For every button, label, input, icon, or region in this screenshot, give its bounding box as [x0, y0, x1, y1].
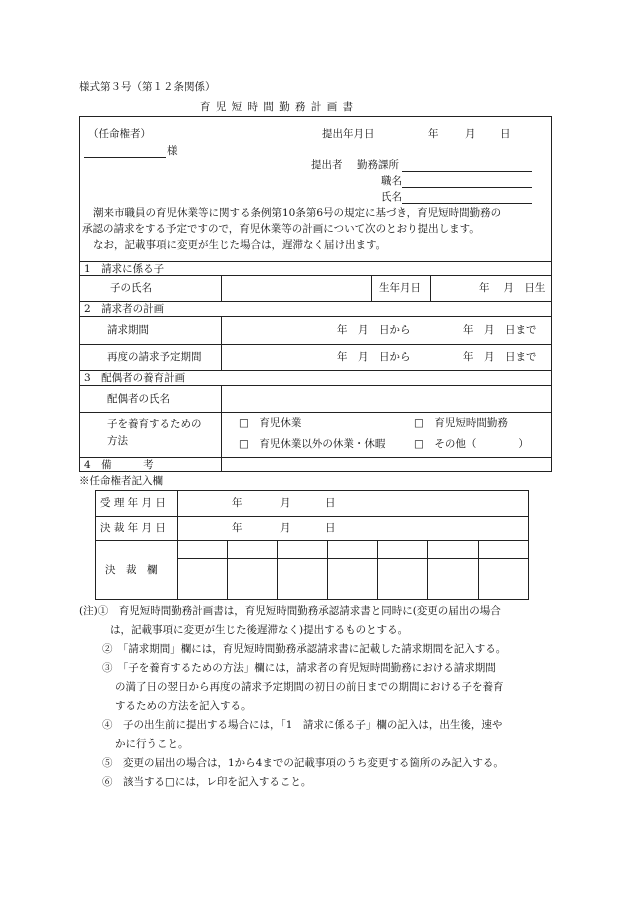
birthdate-label: 生年月日 — [379, 282, 421, 294]
receipt-year: 年 — [232, 497, 243, 509]
child-name-label: 子の氏名 — [110, 282, 152, 294]
form-number: 様式第３号（第１２条関係） — [79, 81, 216, 93]
note-5: ⑤ 変更の届出の場合は，1から4までの記載事項のうち変更する箇所のみ記入する。 — [102, 757, 504, 769]
divider — [177, 558, 529, 559]
note-4: ④ 子の出生前に提出する場合には，「1 請求に係る子」欄の記入は，出生後，速や — [102, 719, 503, 731]
note-1-cont: は，記載事項に変更が生じた後遅滞なく)提出するものとする。 — [110, 624, 409, 636]
col-divider — [427, 540, 428, 600]
divider — [79, 261, 552, 262]
appointer-section-heading: ※任命権者記入欄 — [79, 475, 163, 487]
section2-heading: 2 請求者の計画 — [84, 303, 165, 315]
note-1: (注)① 育児短時間勤務計画書は，育児短時間勤務承認請求書と同時に(変更の届出の場合 — [79, 605, 501, 617]
col-divider — [371, 275, 372, 301]
body-text-2: 承認の請求をする予定ですので，育児休業等の計画について次のとおり提出します。 — [82, 223, 480, 235]
period-until: 年 月 日まで — [463, 324, 537, 336]
option-short-time-work[interactable]: □ 育児短時間勤務 — [414, 417, 508, 429]
body-text-3: なお，記載事項に変更が生じた場合は，遅滞なく届け出ます。 — [93, 239, 387, 251]
decision-day: 日 — [325, 522, 336, 534]
col-divider — [221, 316, 222, 370]
col-divider — [478, 540, 479, 600]
divider — [79, 370, 552, 371]
appointer-label: （任命権者） — [88, 128, 151, 140]
birthdate-value: 年 月 日生 — [479, 282, 546, 294]
body-text-1: 潮来市職員の育児休業等に関する条例第10条第6号の規定に基づき，育児短時間勤務の — [93, 207, 502, 219]
divider — [79, 457, 552, 458]
note-3-cont-2: するための方法を記入する。 — [115, 700, 252, 712]
decision-month: 月 — [280, 522, 291, 534]
reperiod-from: 年 月 日から — [337, 351, 411, 363]
submission-month: 月 — [465, 128, 476, 140]
divider — [95, 516, 529, 517]
divider — [79, 385, 552, 386]
submission-year: 年 — [428, 128, 439, 140]
spouse-name-label: 配偶者の氏名 — [107, 393, 170, 405]
col-divider — [227, 540, 228, 600]
period-from: 年 月 日から — [337, 324, 411, 336]
department-label: 勤務課所 — [357, 159, 399, 171]
submission-date-label: 提出年月日 — [322, 128, 375, 140]
receipt-day: 日 — [325, 497, 336, 509]
job-title-label: 職名 — [381, 175, 402, 187]
divider — [95, 540, 529, 541]
col-divider — [277, 540, 278, 600]
divider — [79, 301, 552, 302]
decision-date-label: 決 裁 年 月 日 — [100, 522, 166, 534]
note-2: ② 「請求期間」欄には，育児短時間勤務承認請求書に記載した請求期間を記入する。 — [102, 643, 507, 655]
col-divider — [221, 275, 222, 301]
appointer-line — [84, 157, 166, 158]
period-label: 請求期間 — [107, 324, 149, 336]
method-label-1: 子を養育するための — [107, 418, 202, 430]
note-3-cont-1: の満了日の翌日から再度の請求予定期間の初日の前日までの期間における子を養育 — [115, 681, 504, 693]
method-label-2: 方法 — [107, 435, 128, 447]
col-divider — [221, 385, 222, 472]
col-divider — [377, 540, 378, 600]
department-line — [402, 171, 532, 172]
divider — [79, 344, 552, 345]
receipt-date-label: 受 理 年 月 日 — [100, 497, 166, 509]
receipt-month: 月 — [280, 497, 291, 509]
submission-day: 日 — [500, 128, 511, 140]
approval-label: 決 裁 欄 — [105, 564, 158, 576]
option-other[interactable]: □ その他（ ） — [414, 438, 529, 450]
section4-heading: 4 備 考 — [84, 459, 154, 471]
note-6: ⑥ 該当する□には，レ印を記入すること。 — [102, 776, 312, 788]
page-title: 育 児 短 時 間 勤 務 計 画 書 — [200, 101, 355, 113]
reperiod-label: 再度の請求予定期間 — [107, 351, 202, 363]
divider — [79, 412, 552, 413]
section1-heading: 1 請求に係る子 — [84, 263, 165, 275]
col-divider — [177, 490, 178, 600]
name-label: 氏名 — [381, 191, 402, 203]
sama-label: 様 — [167, 145, 178, 157]
divider — [79, 316, 552, 317]
section3-heading: 3 配偶者の養育計画 — [84, 372, 186, 384]
decision-year: 年 — [232, 522, 243, 534]
divider — [79, 275, 552, 276]
reperiod-until: 年 月 日まで — [463, 351, 537, 363]
name-line — [402, 203, 532, 204]
option-childcare-leave[interactable]: □ 育児休業 — [239, 417, 302, 429]
note-3: ③ 「子を養育するための方法」欄には，請求者の育児短時間勤務における請求期間 — [102, 662, 496, 674]
submitter-label: 提出者 — [311, 159, 343, 171]
option-other-leave[interactable]: □ 育児休業以外の休業・休暇 — [239, 438, 386, 450]
col-divider — [430, 275, 431, 301]
job-title-line — [402, 187, 532, 188]
note-4-cont: かに行うこと。 — [115, 738, 189, 750]
col-divider — [327, 540, 328, 600]
